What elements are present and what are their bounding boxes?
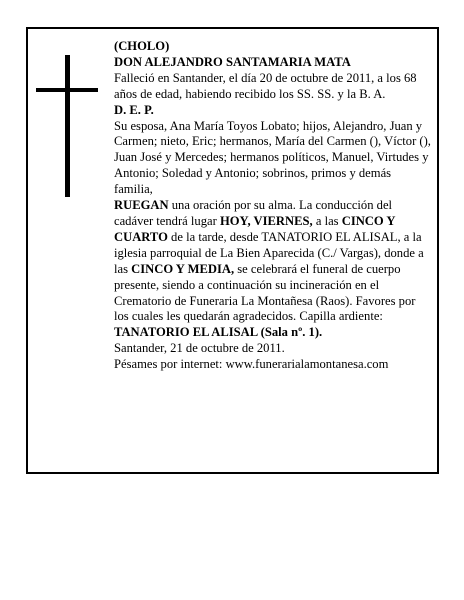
family-list: Su esposa, Ana María Toyos Lobato; hijos, Alejandro, Juan y Carmen; nieto, Eric; hermanos, María del Carmen (), Víctor (), Juan José y Mercedes; hermanos políticos, Manuel, Virtudes y Antonio; Soledad y Antonio; sobrinos, primos y demás familia, bbox=[114, 118, 431, 197]
nickname: (CHOLO) bbox=[114, 39, 170, 53]
date-line: Santander, 21 de octubre de 2011. bbox=[114, 341, 285, 356]
prayer-text-1: una oración por su alma. La conducción del cadáver tendrá lugar bbox=[114, 198, 393, 228]
cross-vertical-bar bbox=[65, 55, 70, 197]
obituary-text bbox=[114, 39, 432, 373]
deceased-name: DON ALEJANDRO SANTAMARIA MATA bbox=[114, 54, 351, 69]
condolences-line: Pésames por internet: www.funerarialamontanesa.com bbox=[114, 357, 389, 372]
death-info: Falleció en Santander, el día 20 de octubre de 2011, a los 68 años de edad, habiendo recibido los SS. SS. y la B. A. bbox=[114, 70, 417, 101]
cross-horizontal-bar bbox=[36, 88, 98, 92]
dep-label: D. E. P. bbox=[114, 102, 154, 117]
service-day: HOY, VIERNES, bbox=[219, 213, 313, 228]
cross-icon bbox=[36, 55, 98, 197]
departure-time: CINCO Y CUARTO bbox=[114, 213, 396, 244]
prayer-text-3: de la tarde, desde TANATORIO EL ALISAL, a la iglesia parroquial de La Bien Aparecida (C./ Vargas), donde a las bbox=[114, 229, 424, 276]
chapel-location: TANATORIO EL ALISAL (Sala nº. 1). bbox=[114, 325, 323, 340]
ruegan-label: RUEGAN bbox=[114, 198, 169, 213]
prayer-text-4: se celebrará el funeral de cuerpo presente, siendo a continuación su incineración en el Crematorio de Funeraria La Montañesa (Raos). Favores por los cuales les quedarán agradecidos. Capilla ardiente: bbox=[114, 261, 416, 324]
prayer-text-2: a las bbox=[312, 213, 342, 228]
service-info bbox=[114, 198, 432, 325]
funeral-time: CINCO Y MEDIA, bbox=[131, 261, 235, 276]
